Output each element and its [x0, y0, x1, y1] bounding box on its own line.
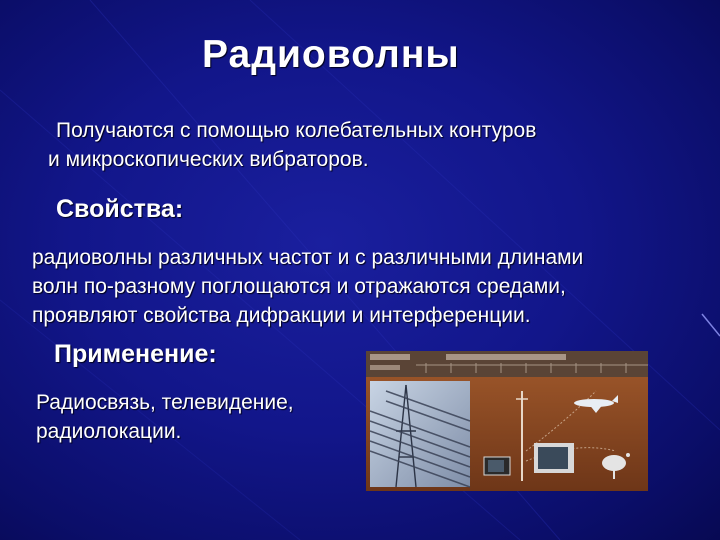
intro-line: и микроскопических вибраторов.: [48, 148, 369, 171]
intro-line: Получаются с помощью колебательных контуров: [56, 119, 537, 142]
properties-line: волн по-разному поглощаются и отражаются средами,: [32, 275, 566, 298]
slide-title: Радиоволны: [202, 33, 460, 76]
application-line: Радиосвязь, телевидение,: [36, 391, 294, 414]
radio-waves-applications-illustration: [366, 351, 648, 491]
properties-text: [32, 243, 712, 330]
application-text: [36, 388, 356, 446]
properties-line: радиоволны различных частот и с различными длинами: [32, 246, 584, 269]
properties-line: проявляют свойства дифракции и интерференции.: [32, 304, 531, 327]
properties-heading: Свойства:: [56, 195, 184, 223]
intro-text: [48, 116, 656, 174]
application-heading: Применение:: [54, 340, 217, 368]
application-line: радиолокации.: [36, 420, 182, 443]
